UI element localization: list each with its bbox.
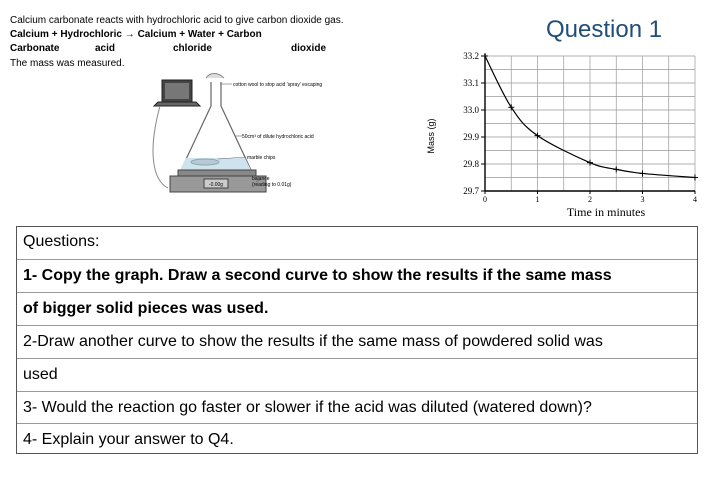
data-point-marker [692, 175, 698, 181]
x-tick-label: 4 [693, 195, 697, 204]
eq-row2-reactant1: Carbonate [10, 43, 60, 54]
balance-display: -0.00g [208, 182, 224, 188]
y-tick-label: 33.1 [463, 78, 479, 88]
intro-text [10, 14, 344, 42]
label-marble-chips: marble chips [247, 155, 276, 161]
intro-sentence: Calcium carbonate reacts with hydrochloric acid to give carbon dioxide gas. [10, 15, 344, 26]
y-tick-label: 29.8 [463, 159, 479, 169]
question-1-line1: 1- Copy the graph. Draw a second curve to show the results if the same mass [17, 259, 697, 292]
word-equation-row1 [10, 28, 344, 42]
question-2-line2: used [17, 358, 697, 391]
data-point-marker [587, 160, 593, 166]
word-equation-row2 [10, 43, 340, 57]
questions-box [16, 226, 698, 454]
data-point-marker [482, 53, 488, 59]
mass-time-graph [420, 46, 700, 224]
questions-heading: Questions: [23, 233, 100, 250]
data-point-marker [640, 170, 646, 176]
y-axis-label: Mass (g) [426, 118, 436, 154]
question-2-line1: 2-Draw another curve to show the results if the same mass of powdered solid was [17, 325, 697, 358]
graph-grid [485, 56, 695, 191]
eq-plus3: + [218, 29, 224, 40]
measured-note: The mass was measured. [10, 58, 125, 69]
apparatus-diagram [150, 70, 350, 205]
question-3: 3- Would the reaction go faster or slower if the acid was diluted (watered down)? [17, 391, 697, 424]
x-tick-label: 3 [640, 195, 645, 204]
x-tick-label: 1 [535, 195, 540, 204]
x-axis-label: Time in minutes [566, 205, 646, 219]
y-tick-label: 29.9 [463, 132, 479, 142]
x-tick-label: 2 [588, 195, 592, 204]
eq-product1: Calcium [137, 29, 177, 40]
question-4: 4- Explain your answer to Q4. [17, 423, 697, 456]
label-balance: balance [252, 176, 270, 182]
eq-reactant2: Hydrochloric [60, 29, 122, 40]
eq-row2-product3: dioxide [291, 43, 327, 54]
cotton-wool-plug [206, 74, 224, 79]
x-tick-labels [483, 191, 697, 204]
eq-product3: Carbon [226, 29, 262, 40]
question-1-line2: of bigger solid pieces was used. [17, 292, 697, 325]
y-tick-label: 33.2 [463, 51, 479, 61]
eq-product2: Water [187, 29, 216, 40]
eq-row2-product1: chloride [173, 43, 212, 54]
label-acid: 50cm³ of dilute hydrochloric acid [242, 134, 314, 140]
data-cable [153, 106, 168, 188]
data-point-marker [613, 166, 619, 172]
eq-plus2: + [179, 29, 186, 40]
eq-reactant1: Calcium [10, 29, 49, 40]
question-title: Question 1 [546, 16, 663, 43]
label-cotton-wool: cotton wool to stop acid 'spray' escaping [233, 82, 323, 88]
label-balance-reading: (reading to 0.01g) [252, 182, 292, 188]
eq-row2-reactant2: acid [95, 43, 116, 54]
x-tick-label: 0 [483, 195, 487, 204]
y-tick-label: 29.7 [463, 186, 479, 196]
y-tick-label: 33.0 [463, 105, 479, 115]
marble-chips [191, 159, 219, 165]
laptop-icon [154, 80, 200, 106]
eq-plus1: + [51, 29, 58, 40]
y-tick-labels [463, 51, 485, 196]
eq-arrow: → [124, 29, 135, 40]
